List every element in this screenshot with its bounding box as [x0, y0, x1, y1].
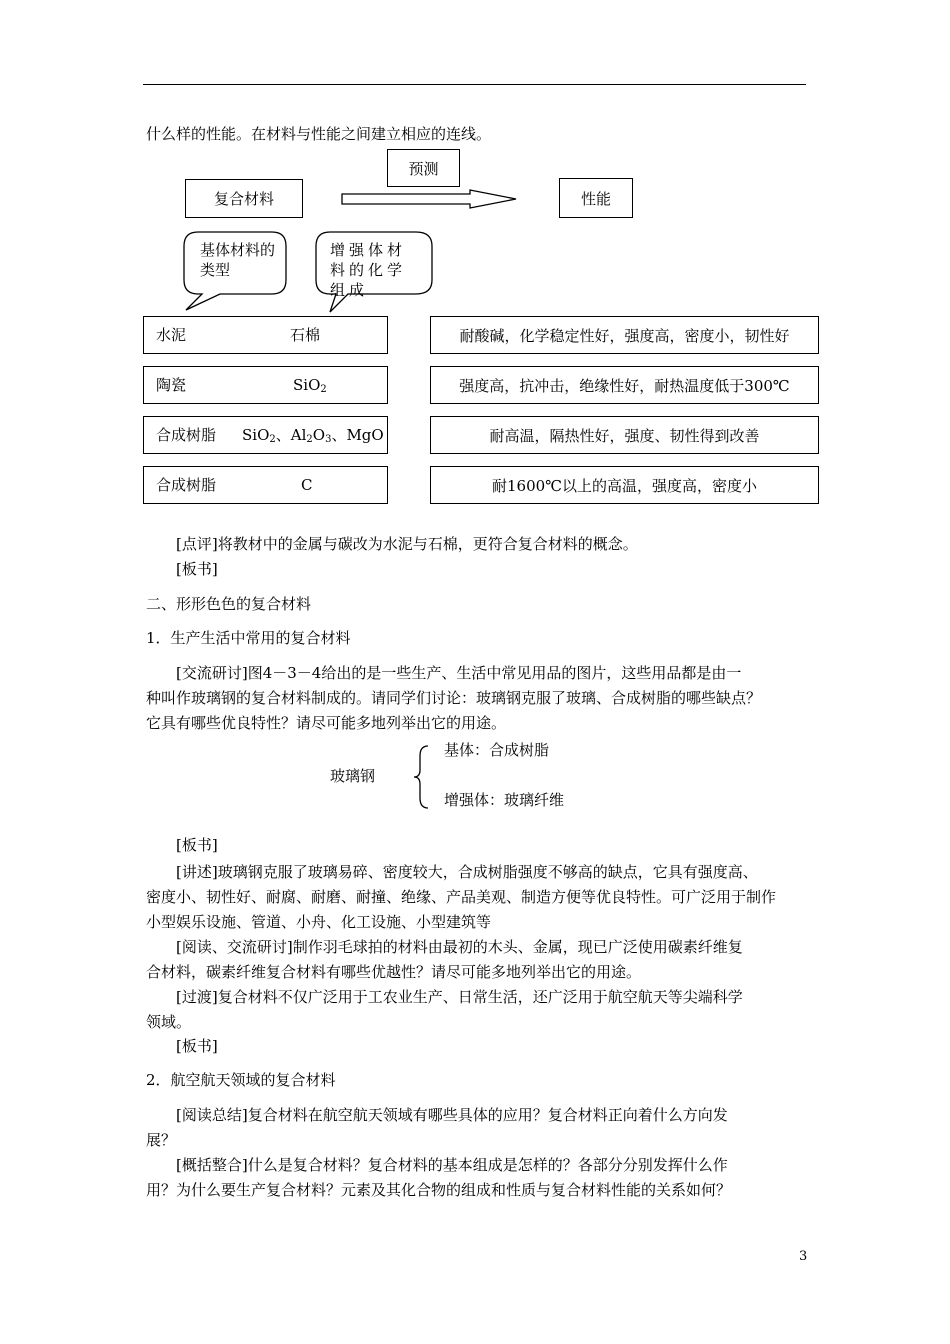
property-row — [430, 366, 819, 404]
discuss-line: 它具有哪些优良特性？请尽可能多地列举出它的用途。 — [146, 714, 507, 732]
discuss-line: [交流研讨]图4－3－4给出的是一些生产、生活中常见用品的图片，这些用品都是由一 — [176, 664, 742, 682]
material-row — [143, 416, 388, 454]
matrix-cell: 合成树脂 — [156, 426, 217, 444]
glass-steel-base: 基体：合成树脂 — [444, 741, 550, 759]
subsection-heading: 2．航空航天领域的复合材料 — [146, 1071, 336, 1089]
transition-line: [过渡]复合材料不仅广泛用于工农业生产、日常生活，还广泛用于航空航天等尖端科学 — [176, 988, 743, 1006]
subsection-heading: 1．生产生活中常用的复合材料 — [146, 629, 351, 647]
property-text: 耐1600℃以上的高温，强度高，密度小 — [492, 476, 757, 495]
reading-line: [阅读、交流研讨]制作羽毛球拍的材料由最初的木头、金属，现已广泛使用碳素纤维复 — [176, 938, 743, 956]
glass-steel-reinforce: 增强体：玻璃纤维 — [444, 791, 565, 809]
predict-label: 预测 — [408, 159, 439, 178]
matrix-cell: 水泥 — [156, 326, 187, 344]
lecture-line: 密度小、韧性好、耐腐、耐磨、耐撞、绝缘、产品美观、制造方便等优良特性。可广泛用于制作 — [146, 888, 777, 906]
matrix-cell: 陶瓷 — [156, 376, 187, 394]
integrate-line: 用？为什么要生产复合材料？元素及其化合物的组成和性质与复合材料性能的关系如何？ — [146, 1181, 732, 1199]
material-row — [143, 466, 388, 504]
material-row — [143, 366, 388, 404]
matrix-cell: 合成树脂 — [156, 476, 217, 494]
summary-line: 展？ — [146, 1131, 177, 1149]
summary-line: [阅读总结]复合材料在航空航天领域有哪些具体的应用？复合材料正向着什么方向发 — [176, 1106, 728, 1124]
board-label: [板书] — [176, 836, 218, 854]
material-row — [143, 316, 388, 354]
reinforce-cell: C — [301, 476, 313, 494]
discuss-line: 种叫作玻璃钢的复合材料制成的。请同学们讨论：玻璃钢克服了玻璃、合成树脂的哪些缺点？ — [146, 689, 762, 707]
reading-line: 合材料，碳素纤维复合材料有哪些优越性？请尽可能多地列举出它的用途。 — [146, 963, 642, 981]
property-text: 耐高温，隔热性好，强度、韧性得到改善 — [489, 426, 760, 445]
comment: [点评]将教材中的金属与碳改为水泥与石棉，更符合复合材料的概念。 — [176, 535, 638, 553]
board-label: [板书] — [176, 560, 218, 578]
bubble-left-text: 基体材料的类型 — [200, 241, 276, 279]
property-row — [430, 416, 819, 454]
glass-steel-label: 玻璃钢 — [330, 767, 376, 785]
brace-icon — [412, 744, 432, 810]
predict-box — [387, 149, 460, 187]
transition-line: 领域。 — [146, 1013, 192, 1031]
property-text: 强度高，抗冲击，绝缘性好，耐热温度低于300℃ — [459, 376, 790, 395]
property-box — [559, 178, 633, 218]
section-heading: 二、形形色色的复合材料 — [146, 595, 312, 613]
page-number: 3 — [799, 1249, 808, 1264]
reinforce-cell: SiO$_2$、$Al_2O_3$、MgO — [242, 426, 384, 445]
property-row — [430, 466, 819, 504]
reinforce-cell: 石棉 — [290, 326, 321, 344]
property-label: 性能 — [580, 189, 611, 208]
composite-label: 复合材料 — [213, 190, 274, 208]
composite-box — [185, 179, 303, 218]
reinforce-cell: SiO$_2$ — [293, 376, 327, 395]
board-label: [板书] — [176, 1037, 218, 1055]
bubble-right-text: 增强体材料的化学组成 — [330, 241, 407, 299]
integrate-line: [概括整合]什么是复合材料？复合材料的基本组成是怎样的？各部分分别发挥什么作 — [176, 1156, 728, 1174]
lecture-line: 小型娱乐设施、管道、小舟、化工设施、小型建筑等 — [146, 913, 492, 931]
lecture-line: [讲述]玻璃钢克服了玻璃易碎、密度较大，合成树脂强度不够高的缺点，它具有强度高、 — [176, 863, 758, 881]
arrow-right-icon — [340, 189, 520, 209]
property-text: 耐酸碱，化学稳定性好，强度高，密度小，韧性好 — [459, 326, 790, 345]
property-row — [430, 316, 819, 354]
header-rule — [143, 84, 806, 85]
intro-line: 什么样的性能。在材料与性能之间建立相应的连线。 — [146, 125, 492, 143]
